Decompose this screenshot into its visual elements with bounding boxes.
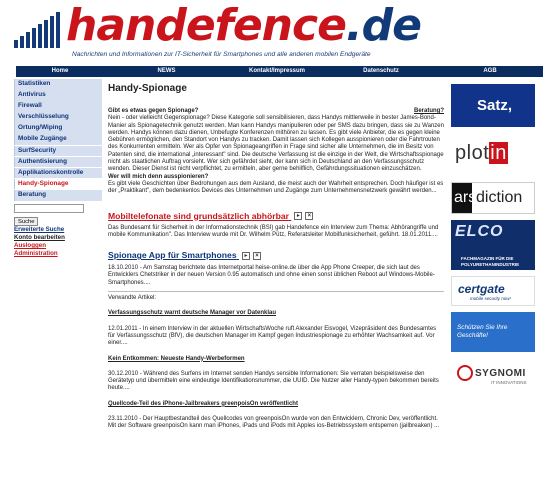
logout-link[interactable]: Ausloggen — [14, 242, 46, 250]
banner-protect-business[interactable]: Schützen Sie Ihre Geschäfte! — [451, 312, 535, 352]
banner-plotin[interactable]: plotin — [451, 133, 535, 176]
sidebar-item-locating[interactable]: Ortung/Wiping — [14, 123, 102, 134]
sidebar-item-encryption[interactable]: Verschlüsselung — [14, 112, 102, 123]
main-content — [108, 80, 444, 431]
search-input[interactable] — [14, 204, 84, 213]
banner-sygnomi[interactable]: SYGNOMI IT INNOVATIONS — [451, 358, 535, 396]
sidebar-item-antivirus[interactable]: Antivirus — [14, 90, 102, 101]
sidebar — [14, 79, 102, 258]
top-navigation — [16, 66, 543, 77]
sidebar-item-mobile-access[interactable]: Mobile Zugänge — [14, 134, 102, 145]
intro-paragraph: Es gibt viele Geschichten über Bedrohungen aus dem Ausland, die meist auch der Wahrheit entsprechen. Doch häufiger ist es der „Praktikant", dem bedenkenlos Devices des Unternehmen und Zugänge zum Unternehmensnetzwerk gewährt werden... — [108, 180, 444, 195]
close-icon[interactable]: × — [305, 212, 313, 220]
advanced-search-link[interactable]: Erweiterte Suche — [14, 226, 65, 234]
banner-arsdiction[interactable]: ars diction — [451, 182, 535, 214]
page-title: Handy-Spionage — [108, 83, 187, 94]
search-button[interactable]: Suche — [14, 217, 38, 226]
sidebar-item-statistics[interactable]: Statistiken — [14, 79, 102, 90]
logo-signal-bars-icon — [14, 12, 66, 48]
nav-news[interactable]: NEWS — [157, 68, 176, 74]
nav-contact[interactable]: Kontakt/Impressum — [248, 68, 305, 74]
sygnomi-logo-icon — [457, 365, 473, 381]
sidebar-item-firewall[interactable]: Firewall — [14, 101, 102, 112]
banner-satz[interactable]: Satz, — [451, 84, 535, 127]
bookmark-icon[interactable]: ▸ — [242, 252, 250, 260]
sidebar-item-spying[interactable]: Handy-Spionage — [14, 179, 102, 190]
question-heading: Gibt es etwas gegen Spionage? — [108, 108, 199, 114]
sidebar-item-surfsecurity[interactable]: SurfSecurity — [14, 146, 102, 157]
site-header — [0, 0, 543, 66]
ad-banners — [451, 84, 535, 402]
related-article-text: 23.11.2010 - Der Hauptbestandteil des Quellcodes von greenpoisOn wurde von den Entwicklern, Chronic Dev, veröffentlicht. Mit der Software greenpoisOn kann man iPhones, iPads und iPods mit Apples ios-Betriebssystem entsperren (jailbreaken) ... — [108, 416, 440, 430]
article-teaser: 18.10.2010 - Am Samstag berichtete das Internetportal heise-online.de über die App Phone Creeper, die sich laut des Entwicklers Chetstriker in der neuen Version 0.95 automatisch und ohne einen sonst üblichen Reboot auf Windows-Mobile-Smartphones.... — [108, 265, 435, 286]
divider — [108, 291, 444, 292]
sidebar-item-authentication[interactable]: Authentisierung — [14, 157, 102, 168]
sidebar-item-app-control[interactable]: Applikationskontrolle — [14, 168, 102, 179]
related-article-link[interactable]: Verfassungsschutz warnt deutsche Manager vor Datenklau — [108, 310, 277, 317]
intro-paragraph: Nein - oder vielleicht Gegenspionage? Diese Kategorie soll sensibilisieren, dass Handys mittlerweile in bester James-Bond-Manier als Spionagetechnik genutzt werden. Man kann Handys manipulieren oder per SMS dazu bringen, dass sie zu Wanzen werden. Handys können dazu dienen, Unbefugte Konferenzen mithören zu lassen. Es gibt viele Anbieter, die es gegen kleine Gebühren ermöglichen, den Standort von Handys zu tracken. Damit lassen sich Kollegen ausspionieren oder die Fahrtrouten des Konkurrenten ermitteln. Wer als Opfer von Spionageangriffen in Frage sind sicher alle Unternehmen, die im Besitz von Patenten sind, die international „interessant" sind. Die deutsche Verfassung ist die einzige in der Welt, die Wirtschaftsspionage nicht als staatlichen Auftrag vorsieht. Wer sich gefährdet sieht, der kann sich in Deutschland an den Verfassungsschutz wenden. Dieser Dienst ist nicht verpflichtet, zu ermitteln, aber gerne behilflich, Gefährdungssituationen einzuschätzen. — [108, 115, 444, 173]
article-link[interactable]: Spionage App für Smartphones — [108, 250, 237, 261]
counsel-link[interactable]: Beratung? — [414, 108, 444, 114]
related-article-link[interactable]: Kein Entkommen: Neueste Handy-Werbeformen — [108, 355, 245, 362]
article-teaser: Das Bundesamt für Sicherheit in der Informationstechnik (BSI) gab Handefence ein Interview zum Thema: Abhörangriffe und mobile Kommunikation". Das Interview wurde mit Dr. Wilhelm Pütz, Referatsleiter Mobilfunksicherheit, geführt. 18.01.2011.... — [108, 224, 439, 238]
edit-account-link[interactable]: Konto bearbeiten — [14, 234, 65, 242]
nav-privacy[interactable]: Datenschutz — [363, 68, 399, 74]
article-link[interactable]: Mobiltelefonate sind grundsätzlich abhörbar — [108, 210, 289, 221]
site-logo[interactable]: handefence.de — [66, 0, 421, 51]
bookmark-icon[interactable]: ▸ — [294, 212, 302, 220]
related-article-text: 30.12.2010 - Während des Surfens im Internet senden Handys sensible Informationen: Sie verraten beispielsweise den Gerätetyp und übermitteln eine eindeutige Identifikationsnummer, die UUID. Die Nutzer aller Handy-typen bekommen bereits heute.... — [108, 370, 439, 392]
nav-home[interactable]: Home — [51, 68, 69, 74]
related-article-text: 12.01.2011 - In einem Interview in der aktuellen WirtschaftsWoche ruft Alexander Eisvogel, Vizepräsident des Bundesamtes für Verfassungsschutz (BfV), die deutschen Manager im Kampf gegen Industriespionage zu erhöhter Wachsamkeit auf. Vor einer.... — [108, 325, 437, 347]
sidebar-item-counsel[interactable]: Beratung — [14, 190, 102, 201]
administration-link[interactable]: Administration — [14, 250, 58, 258]
site-tagline: Nachrichten und Informationen zur IT-Sicherheit für Smartphones und alle anderen mobilen Endgeräte — [72, 51, 371, 58]
related-label: Verwandte Artikel: — [108, 295, 157, 302]
banner-magazine[interactable]: ELCO FACHMAGAZIN FÜR DIE POLYURETHANINDUSTRIE — [451, 220, 535, 270]
question-heading: Wer will mich denn ausspionieren? — [108, 173, 209, 180]
close-icon[interactable]: × — [253, 252, 261, 260]
nav-terms[interactable]: AGB — [483, 68, 497, 74]
related-article-link[interactable]: Quellcode-Teil des iPhone-Jailbreakers greenpoisOn veröffentlicht — [108, 400, 298, 407]
banner-certgate[interactable]: certgate mobile security now! — [451, 276, 535, 306]
